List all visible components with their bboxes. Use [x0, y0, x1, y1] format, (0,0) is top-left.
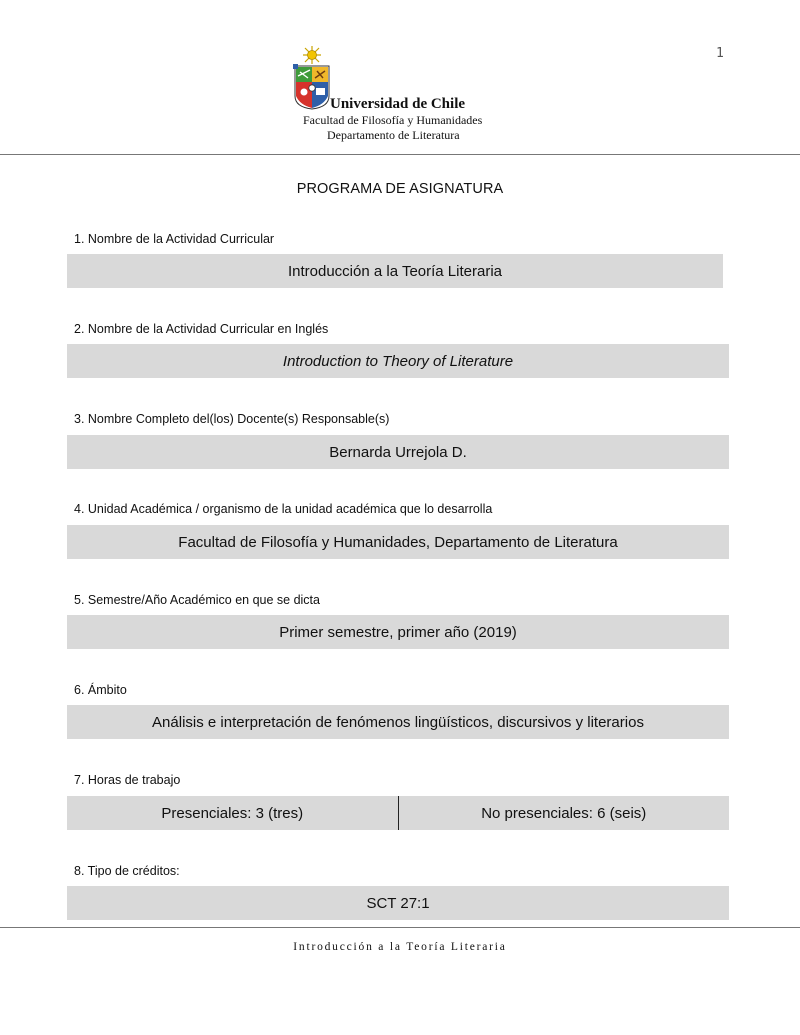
- field-label-credit-type: 8. Tipo de créditos:: [74, 864, 180, 878]
- header-divider: [0, 154, 800, 155]
- field-value-activity-name: Introducción a la Teoría Literaria: [67, 254, 723, 288]
- field-label-activity-name-english: 2. Nombre de la Actividad Curricular en Inglés: [74, 322, 329, 336]
- field-value-instructor: Bernarda Urrejola D.: [67, 435, 729, 469]
- letterhead: [290, 42, 530, 142]
- document-title: PROGRAMA DE ASIGNATURA: [296, 181, 504, 197]
- page-number: 1: [716, 46, 724, 61]
- field-label-instructor: 3. Nombre Completo del(los) Docente(s) Responsable(s): [74, 412, 390, 426]
- work-hours-in-person: Presenciales: 3 (tres): [161, 804, 304, 822]
- department-name: Departamento de Literatura: [327, 128, 460, 142]
- field-value-academic-unit: Facultad de Filosofía y Humanidades, Departamento de Literatura: [67, 525, 729, 559]
- field-label-semester: 5. Semestre/Año Académico en que se dicta: [74, 593, 320, 607]
- field-label-scope: 6. Ámbito: [74, 683, 127, 697]
- field-value-scope: Análisis e interpretación de fenómenos lingüísticos, discursivos y literarios: [67, 705, 729, 739]
- field-label-academic-unit: 4. Unidad Académica / organismo de la unidad académica que lo desarrolla: [74, 502, 493, 516]
- university-name: Universidad de Chile: [330, 96, 466, 112]
- faculty-name: Facultad de Filosofía y Humanidades: [303, 113, 483, 127]
- field-value-credit-type: SCT 27:1: [67, 886, 729, 920]
- footer-course-title: Introducción a la Teoría Literaria: [293, 941, 507, 953]
- field-value-activity-name-english: Introduction to Theory of Literature: [67, 344, 729, 378]
- field-value-semester: Primer semestre, primer año (2019): [67, 615, 729, 649]
- work-hours-remote: No presenciales: 6 (seis): [481, 804, 647, 822]
- footer-divider: [0, 927, 800, 928]
- field-label-activity-name: 1. Nombre de la Actividad Curricular: [74, 232, 275, 246]
- field-value-work-hours: [67, 796, 729, 830]
- university-coat-of-arms-icon: [292, 44, 332, 110]
- field-label-work-hours: 7. Horas de trabajo: [74, 773, 181, 787]
